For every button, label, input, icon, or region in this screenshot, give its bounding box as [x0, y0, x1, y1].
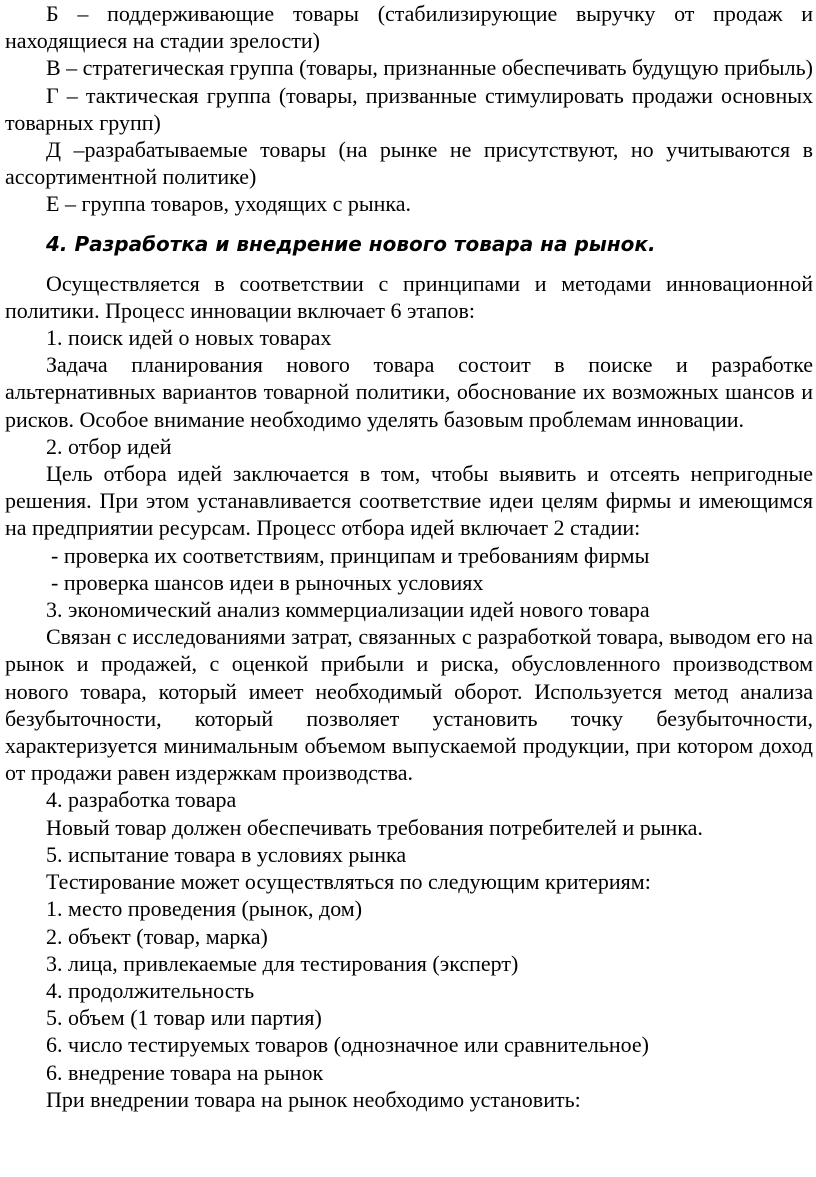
- step-5-text: Тестирование может осуществляться по следующим критериям:: [46, 869, 651, 895]
- step-2-text: Цель отбора идей заключается в том, чтобы выявить и отсеять непригодные решения. При этом устанавливается соответствие идеи целям фирмы и имеющимся на предприятии ресурсам. Процесс отбора идей включает 2 стадии:: [5, 461, 813, 541]
- step-2-bullet: - проверка их соответствиям, принципам и требованиям фирмы: [51, 542, 650, 568]
- step-2-title: 2. отбор идей: [46, 433, 172, 459]
- step-1-text: Задача планирования нового товара состоит в поиске и разработке альтернативных вариантов товарной политики, обоснование их возможных шансов и рисков. Особое внимание необходимо уделять базовым проблемам инновации.: [5, 352, 813, 432]
- step-3-title: 3. экономический анализ коммерциализации идей нового товара: [46, 597, 650, 623]
- step-3-text: Связан с исследованиями затрат, связанных с разработкой товара, выводом его на рынок и продажей, с оценкой прибыли и риска, обусловленного производством нового товара, который имеет необходимый оборот. Используется метод анализа безубыточности, который позволяет установить точку безубыточности, характеризуется минимальным объемом выпускаемой продукции, при котором доход от продажи равен издержкам производства.: [5, 624, 813, 786]
- step-2-bullet: - проверка шансов идеи в рыночных условиях: [51, 569, 484, 595]
- section-heading: 4. Разработка и внедрение нового товара на рынок.: [46, 231, 656, 256]
- paragraph-group-v: В – стратегическая группа (товары, признанные обеспечивать будущую прибыль): [46, 55, 813, 81]
- step-4-title: 4. разработка товара: [46, 787, 237, 813]
- intro-paragraph: Осуществляется в соответствии с принципами и методами инновационной политики. Процесс инновации включает 6 этапов:: [5, 270, 813, 323]
- criteria-item: 1. место проведения (рынок, дом): [46, 896, 363, 922]
- criteria-item: 3. лица, привлекаемые для тестирования (эксперт): [46, 950, 519, 976]
- paragraph-group-e: Е – группа товаров, уходящих с рынка.: [46, 191, 412, 217]
- paragraph-group-b: Б – поддерживающие товары (стабилизирующие выручку от продаж и находящиеся на стадии зрелости): [5, 1, 813, 54]
- paragraph-group-g: Г – тактическая группа (товары, призванные стимулировать продажи основных товарных групп): [5, 82, 813, 135]
- criteria-item: 6. число тестируемых товаров (однозначное или сравнительное): [46, 1032, 650, 1058]
- step-6-title: 6. внедрение товара на рынок: [46, 1059, 324, 1085]
- criteria-item: 2. объект (товар, марка): [46, 923, 268, 949]
- criteria-item: 5. объем (1 товар или партия): [46, 1005, 322, 1031]
- step-4-text: Новый товар должен обеспечивать требования потребителей и рынка.: [46, 814, 703, 840]
- paragraph-group-d: Д –разрабатываемые товары (на рынке не присутствуют, но учитываются в ассортиментной политике): [5, 137, 813, 190]
- step-1-title: 1. поиск идей о новых товарах: [46, 325, 332, 351]
- criteria-item: 4. продолжительность: [46, 977, 255, 1003]
- step-5-title: 5. испытание товара в условиях рынка: [46, 841, 407, 867]
- step-6-text: При внедрении товара на рынок необходимо установить:: [46, 1086, 581, 1112]
